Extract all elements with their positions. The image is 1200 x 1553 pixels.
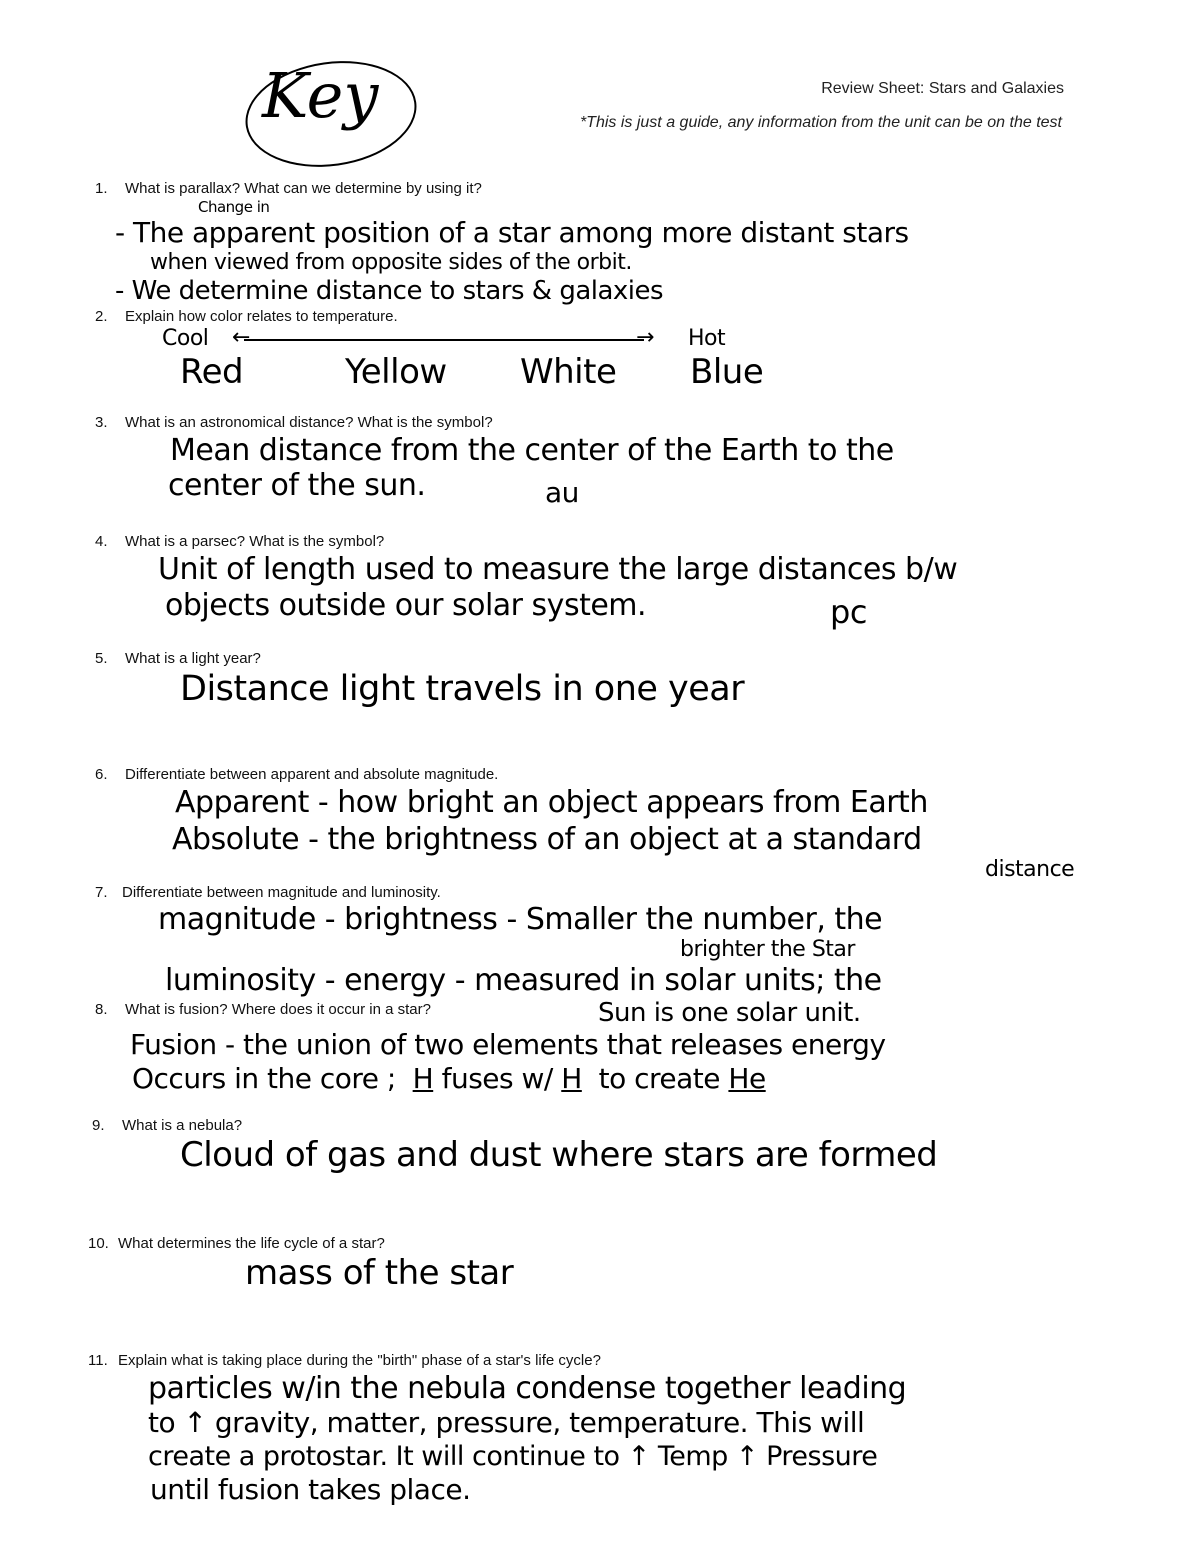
color-blue: Blue xyxy=(690,352,764,392)
answer-line: to ↑ gravity, matter, pressure, temperature. This will xyxy=(148,1406,865,1439)
answer-line: Unit of length used to measure the large distances b/w xyxy=(158,552,958,587)
question-text: What is fusion? Where does it occur in a star? xyxy=(125,1001,431,1018)
arrow-left-icon: ← xyxy=(232,325,250,350)
question-text: Explain what is taking place during the "birth" phase of a star's life cycle? xyxy=(118,1352,601,1369)
answer-line-cont: Sun is one solar unit. xyxy=(598,998,861,1028)
question-text: Explain how color relates to temperature. xyxy=(125,308,398,325)
question-text: What is an astronomical distance? What is the symbol? xyxy=(125,414,493,431)
question-text: What is a nebula? xyxy=(122,1117,243,1134)
question-number: 6. xyxy=(95,766,108,783)
answer-line xyxy=(132,1064,766,1095)
question-number: 11. xyxy=(88,1352,108,1369)
answer-line: - The apparent position of a star among more distant stars xyxy=(115,216,909,249)
question-number: 9. xyxy=(92,1117,105,1134)
answer-symbol: pc xyxy=(830,593,867,631)
answer-line: Fusion - the union of two elements that releases energy xyxy=(130,1028,886,1061)
cool-label: Cool xyxy=(162,326,209,351)
answer-line-cont: distance xyxy=(985,857,1075,882)
color-red: Red xyxy=(180,352,244,392)
arrow-right-icon: → xyxy=(636,325,654,350)
color-white: White xyxy=(520,352,617,392)
answer-line: create a protostar. It will continue to ↑ Temp ↑ Pressure xyxy=(148,1441,878,1472)
answer-line: objects outside our solar system. xyxy=(165,588,647,623)
hydrogen-symbol: H xyxy=(561,1062,582,1095)
answer-line: Distance light travels in one year xyxy=(180,669,745,709)
question-text: What is parallax? What can we determine by using it? xyxy=(125,180,482,197)
question-text: Differentiate between apparent and absolute magnitude. xyxy=(125,766,499,783)
answer-line: mass of the star xyxy=(245,1253,514,1293)
answer-line: Cloud of gas and dust where stars are formed xyxy=(180,1135,938,1175)
color-yellow: Yellow xyxy=(345,352,447,392)
hot-label: Hot xyxy=(688,326,726,351)
answer-line: when viewed from opposite sides of the orbit. xyxy=(150,250,632,275)
question-number: 4. xyxy=(95,533,108,550)
question-number: 7. xyxy=(95,884,108,901)
answer-segment: to create xyxy=(581,1062,729,1095)
hydrogen-symbol: H xyxy=(412,1062,434,1095)
answer-segment: fuses w/ xyxy=(433,1062,562,1095)
question-number: 10. xyxy=(88,1235,109,1252)
answer-line: center of the sun. xyxy=(168,468,426,503)
temperature-arrow xyxy=(244,339,644,341)
answer-line: - We determine distance to stars & galaxies xyxy=(115,276,664,306)
answer-line: Apparent - how bright an object appears from Earth xyxy=(175,785,928,820)
question-text: Differentiate between magnitude and luminosity. xyxy=(122,884,441,901)
answer-line: particles w/in the nebula condense together leading xyxy=(148,1371,907,1406)
answer-line-cont: brighter the Star xyxy=(680,937,855,962)
question-text: What is a parsec? What is the symbol? xyxy=(125,533,385,550)
answer-line: until fusion takes place. xyxy=(150,1473,471,1506)
question-number: 1. xyxy=(95,180,108,197)
question-number: 2. xyxy=(95,308,108,325)
answer-symbol: au xyxy=(545,476,579,509)
worksheet-note: *This is just a guide, any information from the unit can be on the test xyxy=(579,114,1062,131)
answer-line: luminosity - energy - measured in solar units; the xyxy=(165,963,882,998)
helium-symbol: He xyxy=(728,1062,766,1095)
answer-line: Mean distance from the center of the Earth to the xyxy=(170,433,894,468)
answer-insert: Change in xyxy=(198,198,270,216)
question-number: 8. xyxy=(95,1001,108,1018)
question-number: 5. xyxy=(95,650,108,667)
question-text: What is a light year? xyxy=(125,650,261,667)
answer-segment: Occurs in the core ; xyxy=(132,1062,413,1095)
question-number: 3. xyxy=(95,414,108,431)
answer-line: Absolute - the brightness of an object at a standard xyxy=(172,822,922,857)
question-text: What determines the life cycle of a star? xyxy=(118,1235,385,1252)
key-label: Key xyxy=(262,59,379,132)
answer-line: magnitude - brightness - Smaller the number, the xyxy=(158,902,883,937)
worksheet-title: Review Sheet: Stars and Galaxies xyxy=(821,80,1064,97)
